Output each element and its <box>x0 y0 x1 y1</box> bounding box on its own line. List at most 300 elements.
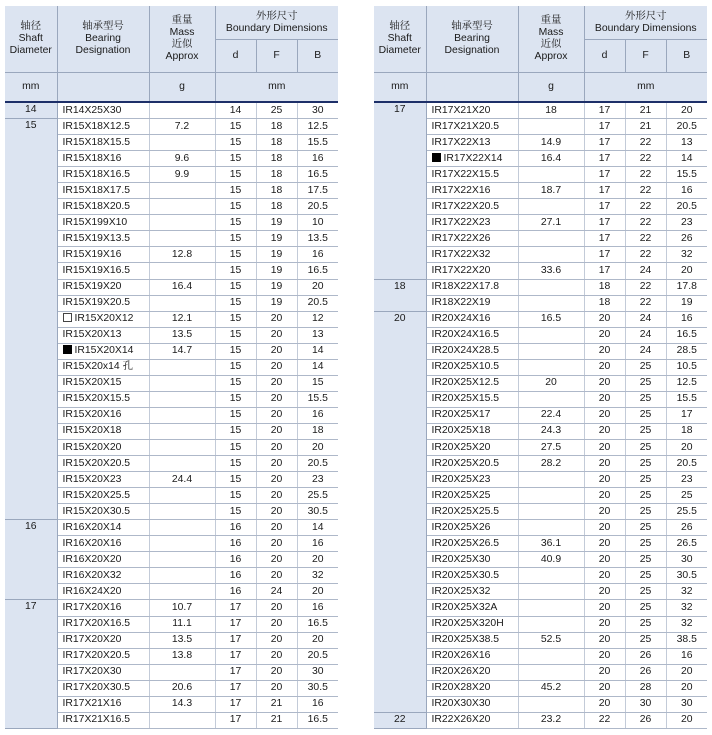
raceway-f-cell: 25 <box>625 439 666 455</box>
bearing-designation-cell <box>57 295 149 311</box>
shaft-diameter-cell: 18 <box>374 279 426 311</box>
bearing-designation-cell <box>426 600 518 616</box>
raceway-f-cell: 21 <box>625 119 666 135</box>
mass-header-en1: Mass <box>169 27 195 38</box>
mass-header-zh: 重量 <box>171 15 193 26</box>
bore-d-cell: 20 <box>584 648 625 664</box>
width-b-cell: 14 <box>297 359 338 375</box>
bearing-designation-cell <box>426 568 518 584</box>
bore-d-cell: 18 <box>584 295 625 311</box>
raceway-f-cell: 20 <box>256 423 297 439</box>
dims-header-en: Boundary Dimensions <box>594 22 697 34</box>
raceway-f-cell: 20 <box>256 488 297 504</box>
bearing-designation-text: IR20X25X26 <box>431 521 491 533</box>
bearing-designation-header <box>57 6 149 73</box>
bore-d-cell: 15 <box>215 472 256 488</box>
mass-cell: 45.2 <box>518 680 584 696</box>
bearing-designation-text: IR20X24X16 <box>431 313 491 325</box>
bearing-designation-cell <box>426 423 518 439</box>
shaft-diameter-cell: 17 <box>5 600 57 728</box>
bore-d-cell: 20 <box>584 600 625 616</box>
width-b-cell: 16 <box>666 311 707 327</box>
width-b-cell: 32 <box>666 616 707 632</box>
bearing-designation-text: IR17X22X20 <box>431 264 491 276</box>
bore-d-cell: 20 <box>584 407 625 423</box>
bore-d-cell: 16 <box>215 568 256 584</box>
width-b-cell: 16 <box>666 183 707 199</box>
mass-cell: 36.1 <box>518 536 584 552</box>
bearing-designation-cell <box>57 183 149 199</box>
raceway-f-cell: 20 <box>256 311 297 327</box>
bore-d-cell: 20 <box>584 520 625 536</box>
bearing-designation-text: IR15X20X16 <box>62 409 122 421</box>
bearing-header-en2: Designation <box>444 45 500 56</box>
bearing-table-left <box>5 6 338 729</box>
bore-d-cell: 17 <box>584 167 625 183</box>
bearing-designation-cell <box>426 183 518 199</box>
bore-d-cell: 15 <box>215 456 256 472</box>
mass-cell: 24.4 <box>149 472 215 488</box>
bore-d-cell: 17 <box>215 680 256 696</box>
bearing-designation-text: IR16X24X20 <box>62 585 122 597</box>
width-b-cell: 15.5 <box>666 167 707 183</box>
bearing-designation-cell <box>57 456 149 472</box>
solid-square-icon <box>432 153 441 162</box>
bearing-designation-cell <box>426 231 518 247</box>
bearing-designation-cell <box>426 215 518 231</box>
bearing-designation-text: IR20X28X20 <box>431 682 491 694</box>
bearing-header-en1: Bearing <box>85 33 121 44</box>
bearing-designation-text: IR17X21X16.5 <box>62 714 131 726</box>
raceway-f-cell: 18 <box>256 119 297 135</box>
mass-cell: 28.2 <box>518 456 584 472</box>
raceway-f-cell: 22 <box>625 135 666 151</box>
bearing-designation-text: IR15X20X25.5 <box>62 489 131 501</box>
bearing-designation-text: IR22X26X20 <box>431 714 491 726</box>
raceway-f-cell: 25 <box>625 359 666 375</box>
mass-cell <box>149 263 215 279</box>
bearing-designation-cell <box>57 536 149 552</box>
bearing-designation-cell <box>426 472 518 488</box>
bearing-designation-text: IR15X18X16 <box>62 152 122 164</box>
width-b-cell: 16 <box>297 536 338 552</box>
bearing-designation-text: IR20X25X30.5 <box>431 569 500 581</box>
unit-shaft: mm <box>5 73 57 103</box>
boundary-dimensions-header <box>215 6 338 40</box>
col-b-header: B <box>666 40 707 73</box>
width-b-cell: 15.5 <box>297 391 338 407</box>
width-b-cell: 17.8 <box>666 279 707 295</box>
mass-cell <box>518 295 584 311</box>
width-b-cell: 16.5 <box>297 712 338 728</box>
mass-cell: 13.8 <box>149 648 215 664</box>
bearing-designation-cell <box>426 504 518 520</box>
mass-cell <box>518 391 584 407</box>
mass-cell: 14.3 <box>149 696 215 712</box>
table-row <box>374 279 707 295</box>
width-b-cell: 20.5 <box>666 119 707 135</box>
mass-cell <box>518 119 584 135</box>
shaft-diameter-cell: 22 <box>374 712 426 728</box>
bearing-designation-cell <box>57 199 149 215</box>
bearing-designation-cell <box>426 648 518 664</box>
mass-cell <box>149 199 215 215</box>
mass-cell: 14.9 <box>518 135 584 151</box>
mass-cell: 9.6 <box>149 151 215 167</box>
bearing-designation-text: IR20X25X23 <box>431 473 491 485</box>
bearing-designation-cell <box>57 231 149 247</box>
mass-cell <box>149 391 215 407</box>
table-row <box>5 600 338 616</box>
width-b-cell: 32 <box>666 247 707 263</box>
mass-cell <box>149 375 215 391</box>
width-b-cell: 28.5 <box>666 343 707 359</box>
table-body-left <box>5 102 338 728</box>
table-row <box>5 520 338 536</box>
width-b-cell: 20 <box>297 632 338 648</box>
bearing-designation-cell <box>426 359 518 375</box>
raceway-f-cell: 18 <box>256 135 297 151</box>
bearing-designation-text: IR15X20X20.5 <box>62 457 131 469</box>
mass-cell <box>149 456 215 472</box>
table-row <box>374 311 707 327</box>
mass-cell: 33.6 <box>518 263 584 279</box>
bore-d-cell: 15 <box>215 488 256 504</box>
bearing-designation-cell <box>57 119 149 135</box>
width-b-cell: 30.5 <box>666 568 707 584</box>
raceway-f-cell: 20 <box>256 472 297 488</box>
raceway-f-cell: 25 <box>625 520 666 536</box>
raceway-f-cell: 20 <box>256 504 297 520</box>
raceway-f-cell: 28 <box>625 680 666 696</box>
bore-d-cell: 17 <box>584 102 625 119</box>
raceway-f-cell: 22 <box>625 215 666 231</box>
bearing-designation-text: IR17X20X16.5 <box>62 618 131 630</box>
raceway-f-cell: 25 <box>625 536 666 552</box>
raceway-f-cell: 20 <box>256 343 297 359</box>
mass-cell: 16.4 <box>518 151 584 167</box>
width-b-cell: 32 <box>297 568 338 584</box>
col-d-header: d <box>584 40 625 73</box>
bearing-designation-cell <box>57 359 149 375</box>
bore-d-cell: 20 <box>584 423 625 439</box>
bearing-designation-text: IR20X25X26.5 <box>431 537 500 549</box>
bearing-designation-text: IR16X20X16 <box>62 537 122 549</box>
raceway-f-cell: 22 <box>625 151 666 167</box>
bearing-designation-text: IR17X21X20 <box>431 104 491 116</box>
mass-cell <box>518 327 584 343</box>
mass-header-en1: Mass <box>538 27 564 38</box>
mass-cell: 18 <box>518 102 584 119</box>
mass-header-zh: 重量 <box>540 15 562 26</box>
mass-cell: 9.9 <box>149 167 215 183</box>
bearing-designation-text: IR20X24X16.5 <box>431 329 500 341</box>
bearing-designation-cell <box>57 600 149 616</box>
width-b-cell: 30 <box>297 102 338 119</box>
bore-d-cell: 20 <box>584 504 625 520</box>
mass-cell: 24.3 <box>518 423 584 439</box>
shaft-diameter-cell: 17 <box>374 102 426 279</box>
raceway-f-cell: 22 <box>625 247 666 263</box>
bearing-designation-cell <box>57 472 149 488</box>
bore-d-cell: 17 <box>215 632 256 648</box>
raceway-f-cell: 22 <box>625 183 666 199</box>
bearing-designation-text: IR15X18X12.5 <box>62 120 131 132</box>
mass-cell: 22.4 <box>518 407 584 423</box>
mass-cell <box>518 472 584 488</box>
bore-d-cell: 17 <box>584 263 625 279</box>
bore-d-cell: 15 <box>215 295 256 311</box>
bearing-designation-cell <box>426 295 518 311</box>
mass-header-en2: Approx <box>165 51 199 62</box>
shaft-header-zh: 轴径 <box>389 21 411 32</box>
bearing-designation-text: IR15X20x14 孔 <box>62 361 133 373</box>
bearing-designation-text: IR15X20X20 <box>62 441 122 453</box>
bearing-designation-cell <box>57 680 149 696</box>
bearing-designation-cell <box>57 135 149 151</box>
bearing-designation-text: IR15X199X10 <box>62 216 128 228</box>
width-b-cell: 20.5 <box>297 456 338 472</box>
raceway-f-cell: 20 <box>256 536 297 552</box>
mass-cell <box>149 664 215 680</box>
bore-d-cell: 16 <box>215 584 256 600</box>
bore-d-cell: 20 <box>584 439 625 455</box>
bearing-designation-text: IR16X20X20 <box>62 553 122 565</box>
bearing-designation-cell <box>426 712 518 728</box>
width-b-cell: 30 <box>297 664 338 680</box>
bearing-designation-cell <box>426 151 518 167</box>
raceway-f-cell: 20 <box>256 375 297 391</box>
bore-d-cell: 22 <box>584 712 625 728</box>
bearing-designation-text: IR15X20X23 <box>62 473 122 485</box>
mass-approx-header <box>518 6 584 73</box>
bore-d-cell: 15 <box>215 263 256 279</box>
raceway-f-cell: 21 <box>625 102 666 119</box>
raceway-f-cell: 25 <box>625 407 666 423</box>
bearing-designation-text: IR20X25X32 <box>431 585 491 597</box>
width-b-cell: 19 <box>666 295 707 311</box>
table-row <box>374 712 707 728</box>
dims-header-zh: 外形尺寸 <box>255 10 298 22</box>
bearing-designation-text: IR20X25X17 <box>431 409 491 421</box>
bearing-designation-text: IR20X30X30 <box>431 698 491 710</box>
bearing-designation-cell <box>426 135 518 151</box>
shaft-header-en2: Diameter <box>9 45 52 56</box>
bore-d-cell: 20 <box>584 696 625 712</box>
raceway-f-cell: 22 <box>625 231 666 247</box>
bearing-designation-text: IR15X20X18 <box>62 425 122 437</box>
mass-cell <box>518 696 584 712</box>
shaft-diameter-header <box>374 6 426 73</box>
raceway-f-cell: 24 <box>625 327 666 343</box>
shaft-diameter-header <box>5 6 57 73</box>
raceway-f-cell: 20 <box>256 439 297 455</box>
mass-approx-header <box>149 6 215 73</box>
raceway-f-cell: 22 <box>625 295 666 311</box>
mass-cell <box>149 295 215 311</box>
bore-d-cell: 16 <box>215 520 256 536</box>
raceway-f-cell: 20 <box>256 520 297 536</box>
bearing-designation-text: IR20X25X18 <box>431 425 491 437</box>
shaft-diameter-cell: 16 <box>5 520 57 600</box>
mass-cell <box>149 135 215 151</box>
unit-bearing <box>426 73 518 103</box>
bearing-designation-cell <box>57 151 149 167</box>
bore-d-cell: 17 <box>584 151 625 167</box>
shaft-header-zh: 轴径 <box>20 21 42 32</box>
bore-d-cell: 15 <box>215 135 256 151</box>
shaft-header-en1: Shaft <box>387 33 412 44</box>
raceway-f-cell: 25 <box>625 568 666 584</box>
bore-d-cell: 15 <box>215 407 256 423</box>
bearing-designation-text: IR15X20X12 <box>74 313 134 325</box>
bearing-designation-text: IR15X20X15 <box>62 377 122 389</box>
bore-d-cell: 17 <box>584 135 625 151</box>
mass-cell <box>149 584 215 600</box>
bore-d-cell: 15 <box>215 504 256 520</box>
unit-dims: mm <box>215 73 338 103</box>
raceway-f-cell: 20 <box>256 568 297 584</box>
raceway-f-cell: 20 <box>256 680 297 696</box>
bore-d-cell: 15 <box>215 183 256 199</box>
raceway-f-cell: 20 <box>256 327 297 343</box>
mass-cell <box>518 664 584 680</box>
bore-d-cell: 20 <box>584 568 625 584</box>
bearing-designation-cell <box>57 520 149 536</box>
width-b-cell: 16.5 <box>666 327 707 343</box>
bearing-designation-cell <box>426 327 518 343</box>
bearing-designation-cell <box>426 552 518 568</box>
width-b-cell: 15 <box>297 375 338 391</box>
bearing-designation-text: IR17X21X16 <box>62 698 122 710</box>
shaft-diameter-cell: 14 <box>5 102 57 119</box>
bearing-designation-text: IR15X20X13 <box>62 329 122 341</box>
width-b-cell: 16 <box>297 696 338 712</box>
raceway-f-cell: 25 <box>625 391 666 407</box>
bearing-designation-cell <box>426 456 518 472</box>
width-b-cell: 12.5 <box>666 375 707 391</box>
bearing-designation-text: IR15X18X16.5 <box>62 168 131 180</box>
table-body-right <box>374 102 707 728</box>
width-b-cell: 30 <box>666 696 707 712</box>
bearing-designation-cell <box>426 343 518 359</box>
mass-cell <box>518 616 584 632</box>
bearing-designation-cell <box>57 696 149 712</box>
mass-cell: 16.4 <box>149 279 215 295</box>
raceway-f-cell: 30 <box>625 696 666 712</box>
width-b-cell: 30.5 <box>297 504 338 520</box>
bearing-designation-text: IR20X25X38.5 <box>431 634 500 646</box>
bearing-designation-cell <box>57 552 149 568</box>
mass-cell <box>149 488 215 504</box>
bearing-designation-cell <box>57 616 149 632</box>
mass-cell <box>518 504 584 520</box>
raceway-f-cell: 20 <box>256 407 297 423</box>
width-b-cell: 23 <box>666 215 707 231</box>
bearing-designation-text: IR15X19X16 <box>62 248 122 260</box>
bore-d-cell: 15 <box>215 439 256 455</box>
width-b-cell: 10 <box>297 215 338 231</box>
bearing-designation-cell <box>57 343 149 359</box>
left-spec-panel <box>5 6 338 729</box>
bore-d-cell: 20 <box>584 327 625 343</box>
bearing-designation-cell <box>57 247 149 263</box>
bore-d-cell: 17 <box>584 183 625 199</box>
bearing-designation-text: IR17X22X26 <box>431 232 491 244</box>
width-b-cell: 12 <box>297 311 338 327</box>
bearing-designation-text: IR17X22X15.5 <box>431 168 500 180</box>
bore-d-cell: 20 <box>584 616 625 632</box>
bore-d-cell: 17 <box>584 199 625 215</box>
mass-cell: 10.7 <box>149 600 215 616</box>
mass-cell <box>518 648 584 664</box>
bearing-designation-text: IR20X25X10.5 <box>431 361 500 373</box>
unit-shaft: mm <box>374 73 426 103</box>
mass-cell: 7.2 <box>149 119 215 135</box>
mass-cell: 40.9 <box>518 552 584 568</box>
mass-cell <box>518 359 584 375</box>
mass-cell <box>149 102 215 119</box>
bearing-designation-cell <box>57 488 149 504</box>
bore-d-cell: 20 <box>584 584 625 600</box>
bearing-designation-text: IR15X19X13.5 <box>62 232 131 244</box>
mass-cell <box>149 439 215 455</box>
bearing-designation-cell <box>57 407 149 423</box>
mass-cell <box>149 568 215 584</box>
width-b-cell: 20 <box>297 584 338 600</box>
width-b-cell: 32 <box>666 600 707 616</box>
bore-d-cell: 15 <box>215 231 256 247</box>
mass-cell: 52.5 <box>518 632 584 648</box>
bearing-designation-cell <box>57 102 149 119</box>
width-b-cell: 16 <box>297 600 338 616</box>
bore-d-cell: 15 <box>215 215 256 231</box>
bore-d-cell: 20 <box>584 359 625 375</box>
mass-cell: 14.7 <box>149 343 215 359</box>
shaft-header-en2: Diameter <box>378 45 421 56</box>
bearing-designation-text: IR15X19X20.5 <box>62 297 131 309</box>
raceway-f-cell: 24 <box>625 343 666 359</box>
bearing-designation-text: IR15X18X20.5 <box>62 200 131 212</box>
width-b-cell: 20 <box>666 102 707 119</box>
mass-cell <box>149 231 215 247</box>
boundary-dimensions-header <box>584 6 707 40</box>
mass-cell: 20.6 <box>149 680 215 696</box>
width-b-cell: 13 <box>297 327 338 343</box>
bore-d-cell: 15 <box>215 247 256 263</box>
mass-cell: 13.5 <box>149 632 215 648</box>
shaft-header-en1: Shaft <box>18 33 43 44</box>
width-b-cell: 20.5 <box>666 456 707 472</box>
bore-d-cell: 20 <box>584 391 625 407</box>
bore-d-cell: 20 <box>584 375 625 391</box>
bearing-table-right <box>374 6 707 729</box>
raceway-f-cell: 25 <box>625 552 666 568</box>
bearing-designation-cell <box>426 391 518 407</box>
bore-d-cell: 16 <box>215 536 256 552</box>
width-b-cell: 32 <box>666 584 707 600</box>
raceway-f-cell: 20 <box>256 632 297 648</box>
bearing-designation-text: IR17X20X30.5 <box>62 682 131 694</box>
table-row <box>374 102 707 119</box>
bearing-designation-cell <box>57 327 149 343</box>
raceway-f-cell: 20 <box>256 648 297 664</box>
bearing-designation-text: IR20X25X20 <box>431 441 491 453</box>
bore-d-cell: 15 <box>215 375 256 391</box>
width-b-cell: 38.5 <box>666 632 707 648</box>
bore-d-cell: 15 <box>215 327 256 343</box>
width-b-cell: 16.5 <box>297 616 338 632</box>
